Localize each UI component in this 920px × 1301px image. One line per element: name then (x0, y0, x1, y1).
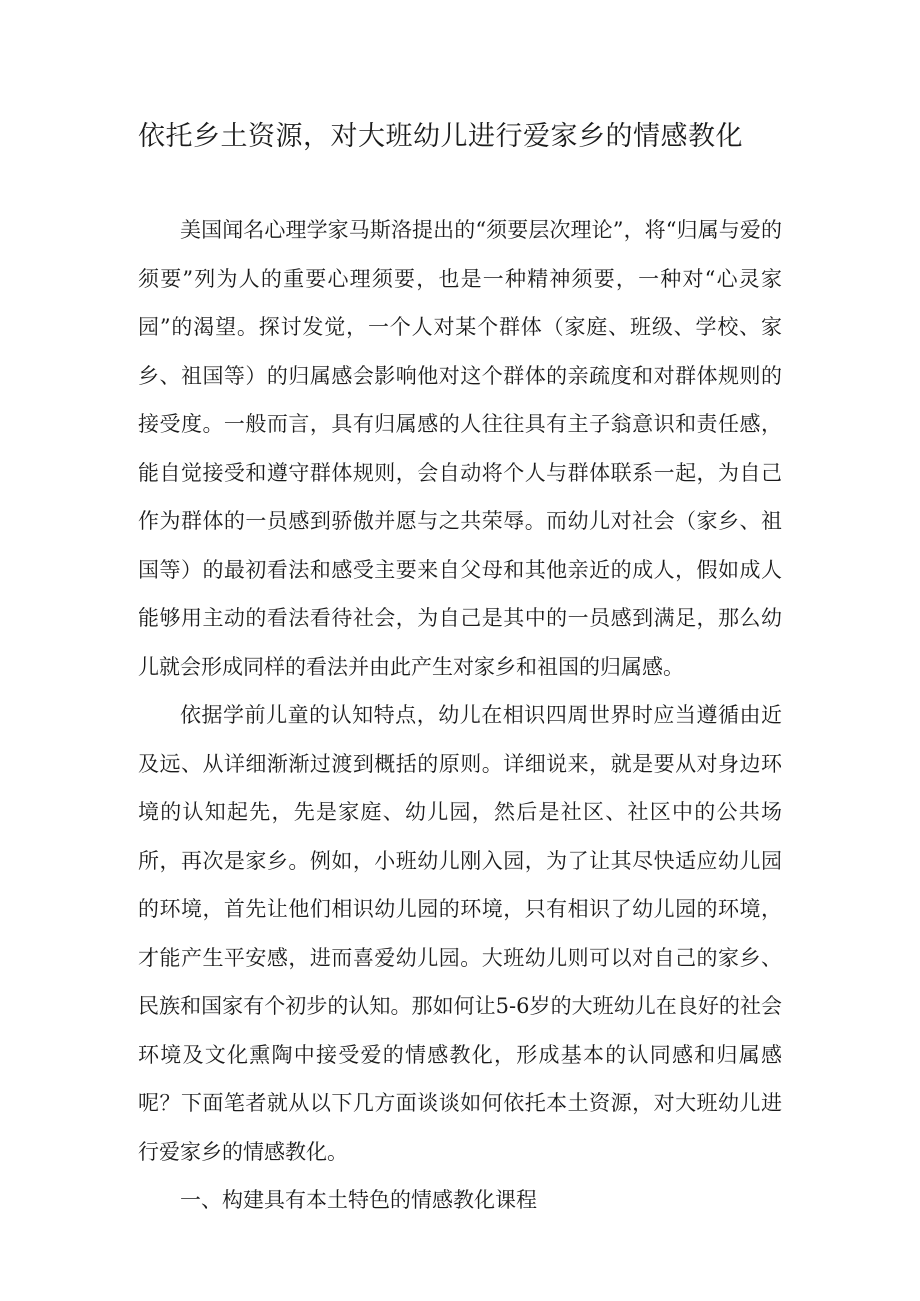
section-heading: 一、构建具有本土特色的情感教化课程 (180, 1188, 537, 1212)
document-body (138, 206, 782, 1225)
document-title: 依托乡土资源，对大班幼儿进行爱家乡的情感教化 (138, 121, 743, 152)
paragraph-1: 美国闻名心理学家马斯洛提出的“须要层次理论”，将“归属与爱的须要”列为人的重要心理须要，也是一种精神须要，一种对“心灵家园”的渴望。探讨发觉，一个人对某个群体（家庭、班级、学校、家乡、祖国等）的归属感会影响他对这个群体的亲疏度和对群体规则的接受度。一般而言，具有归属感的人往往具有主子翁意识和责任感，能自觉接受和遵守群体规则，会自动将个人与群体联系一起，为自己作为群体的一员感到骄傲并愿与之共荣辱。而幼儿对社会（家乡、祖国等）的最初看法和感受主要来自父母和其他亲近的成人，假如成人能够用主动的看法看待社会，为自己是其中的一员感到满足，那么幼儿就会形成同样的看法并由此产生对家乡和祖国的归属感。 (138, 218, 782, 679)
paragraph-2: 依据学前儿童的认知特点，幼儿在相识四周世界时应当遵循由近及远、从详细渐渐过渡到概括的原则。详细说来，就是要从对身边环境的认知起先，先是家庭、幼儿园，然后是社区、社区中的公共场所，再次是家乡。例如，小班幼儿刚入园，为了让其尽快适应幼儿园的环境，首先让他们相识幼儿园的环境，只有相识了幼儿园的环境，才能产生平安感，进而喜爱幼儿园。大班幼儿则可以对自己的家乡、民族和国家有个初步的认知。那如何让5-6岁的大班幼儿在良好的社会环境及文化熏陶中接受爱的情感教化，形成基本的认同感和归属感呢？下面笔者就从以下几方面谈谈如何依托本土资源，对大班幼儿进行爱家乡的情感教化。 (138, 703, 782, 1164)
